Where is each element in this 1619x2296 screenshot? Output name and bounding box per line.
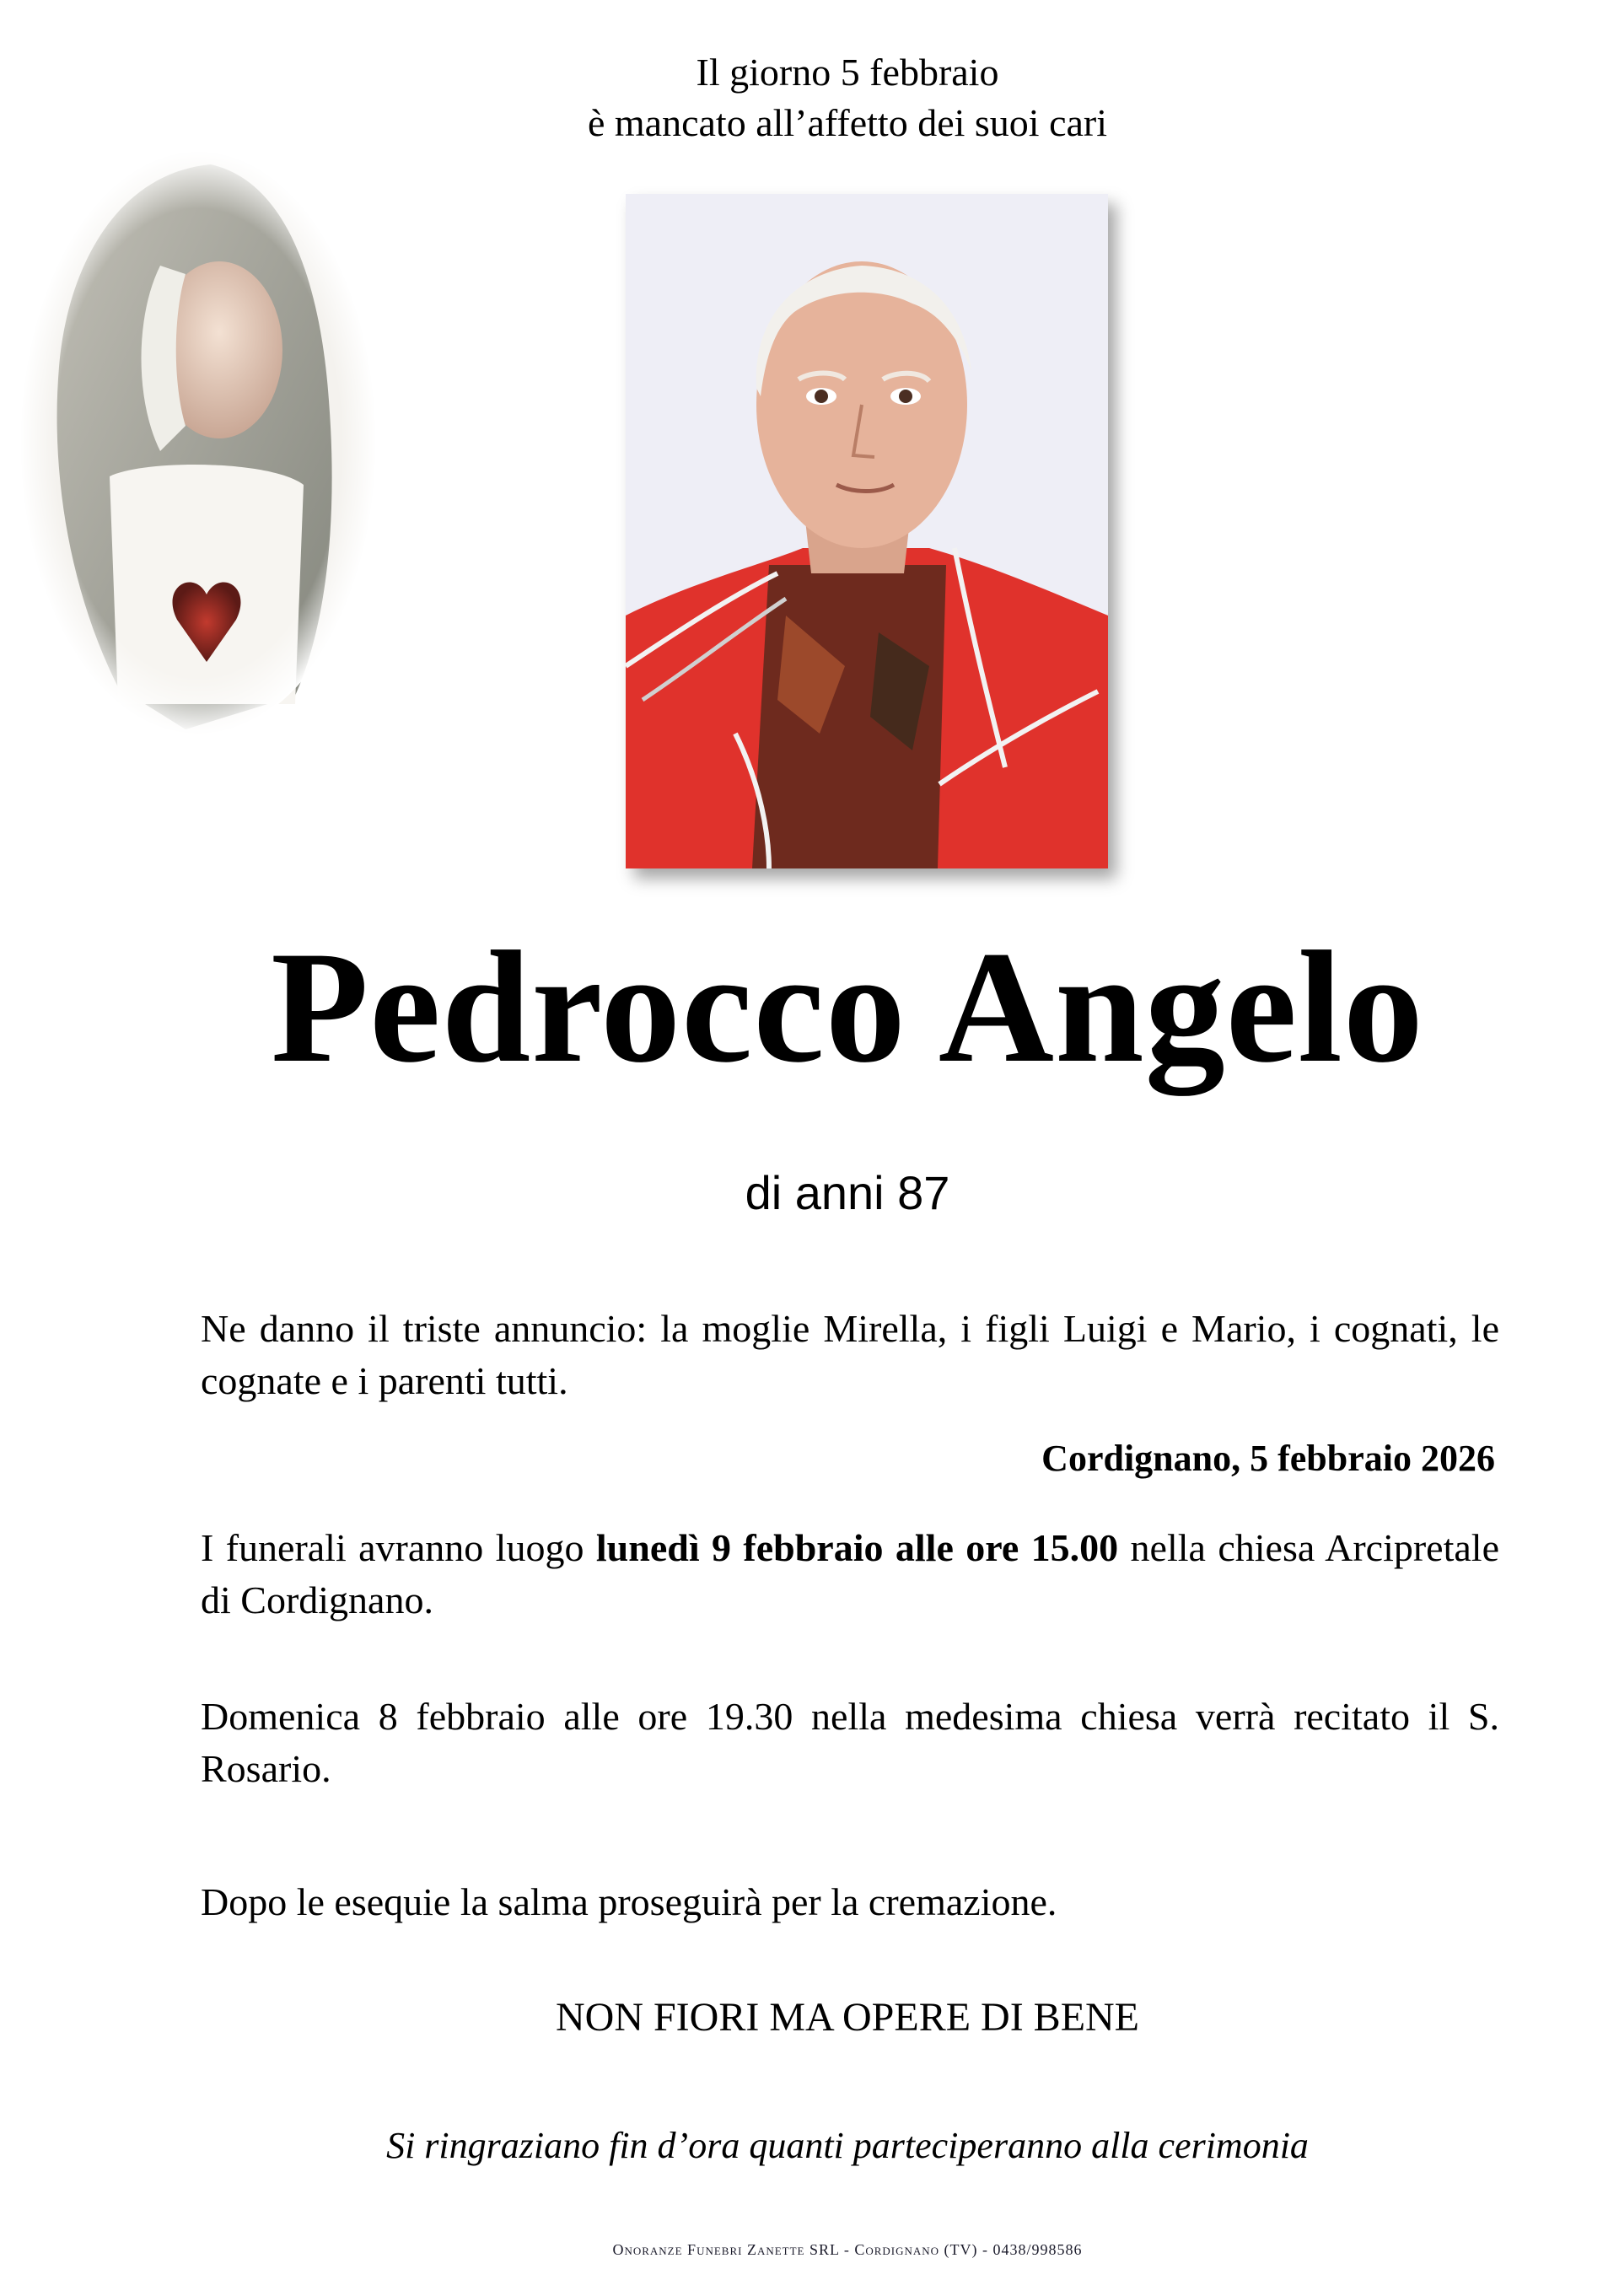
announcement-text: Ne danno il triste annuncio: la moglie Mirella, i figli Luigi e Mario, i cognati, le cognate e i parenti tutti.: [201, 1307, 1499, 1402]
deceased-name: Pedrocco Angelo: [271, 919, 1424, 1096]
no-flowers-request: NON FIORI MA OPERE DI BENE: [555, 1995, 1139, 2040]
thanks-text: Si ringraziano fin d’ora quanti parteciperanno alla cerimonia: [386, 2125, 1309, 2166]
madonna-icon: [17, 148, 379, 738]
cremation-info: Dopo le esequie la salma proseguirà per la cremazione.: [201, 1880, 1057, 1923]
madonna-image: [17, 148, 379, 738]
funeral-home-footer: Onoranze Funebri Zanette SRL - Cordignano (TV) - 0438/998586: [612, 2241, 1083, 2258]
place-date: Cordignano, 5 febbraio 2026: [1041, 1438, 1495, 1479]
deceased-age: di anni 87: [745, 1166, 950, 1219]
rosary-info: Domenica 8 febbraio alle ore 19.30 nella medesima chiesa verrà recitato il S. Rosario.: [201, 1695, 1499, 1790]
funeral-prefix: I funerali avranno luogo: [201, 1526, 596, 1569]
portrait-icon: [626, 194, 1108, 868]
intro-line-2: è mancato all’affetto dei suoi cari: [587, 101, 1108, 144]
funeral-date-time: lunedì 9 febbraio alle ore 15.00: [595, 1526, 1119, 1569]
intro-text: [0, 47, 1619, 148]
portrait-photo: [626, 194, 1108, 868]
funeral-suffix: nella chiesa Arcipretale di Cordignano.: [201, 1526, 1499, 1621]
funeral-info: [201, 1522, 1499, 1627]
intro-line-1: Il giorno 5 febbraio: [696, 51, 999, 94]
